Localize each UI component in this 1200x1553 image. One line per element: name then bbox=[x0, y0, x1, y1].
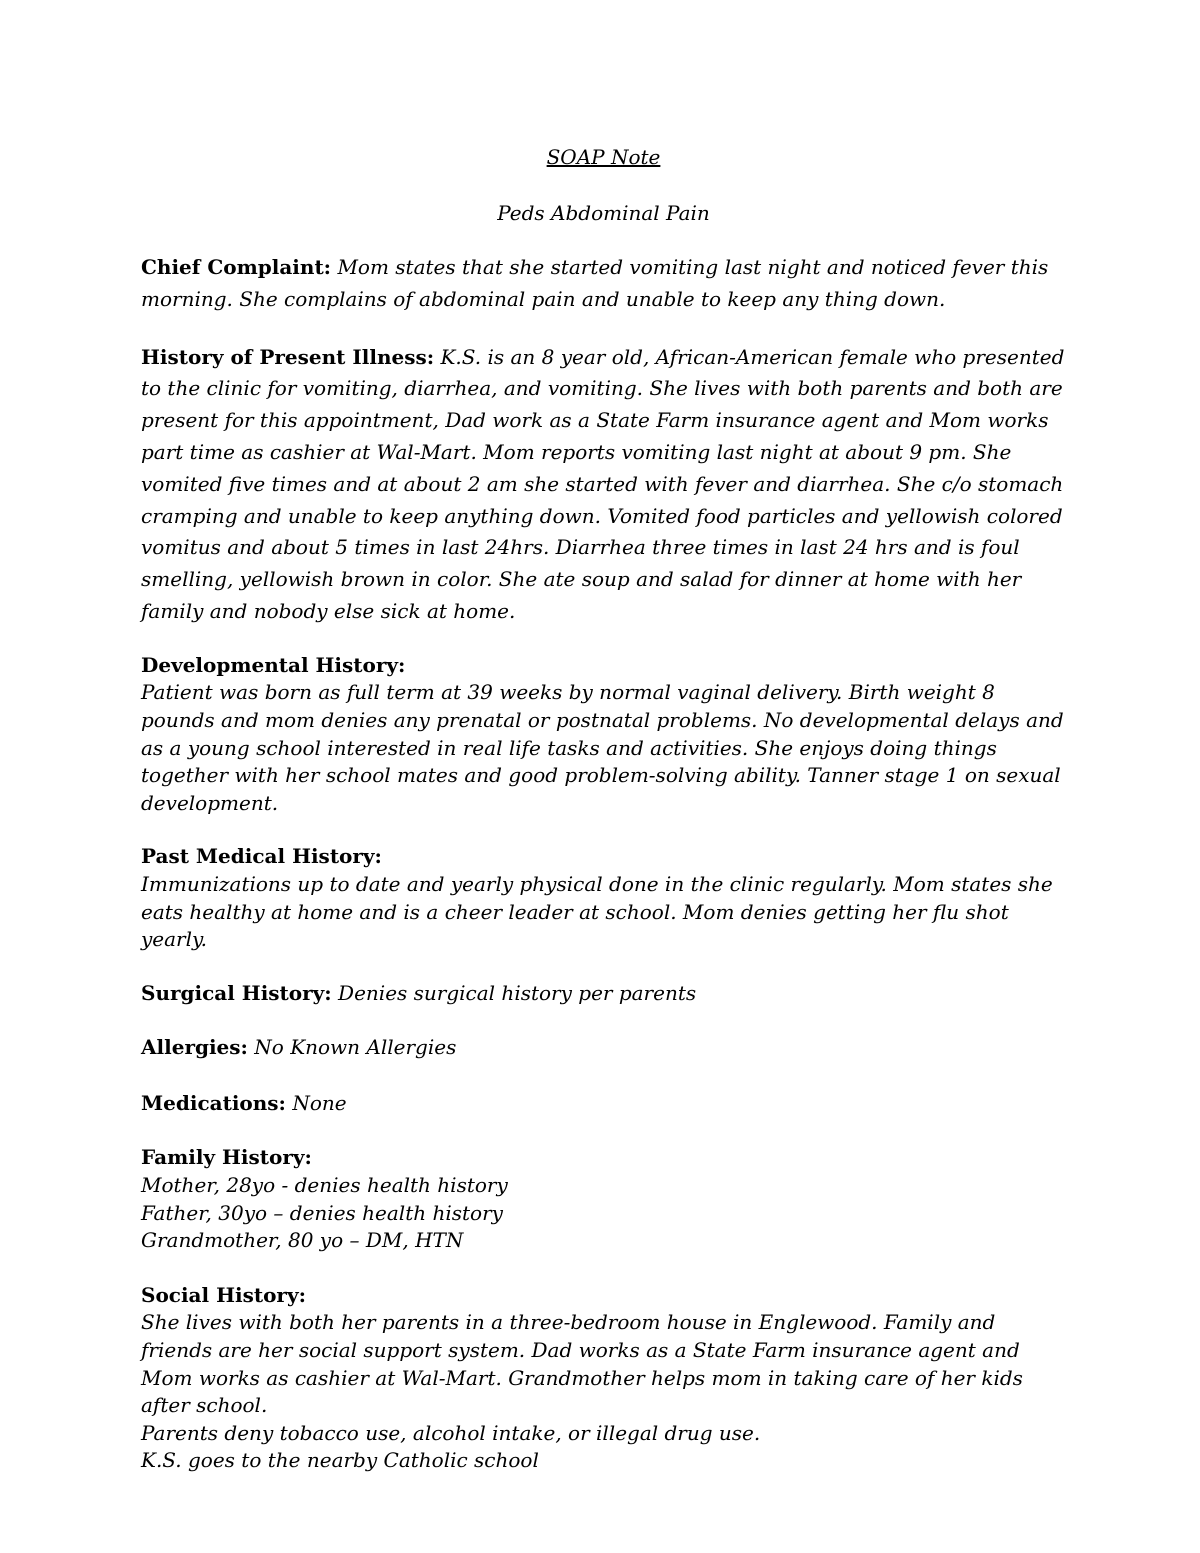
allergies-text: No Known Allergies bbox=[254, 1035, 457, 1060]
family-history-mother: Mother, 28yo - denies health history bbox=[141, 1173, 508, 1198]
surgical-history-label: Surgical History: bbox=[141, 980, 332, 1005]
chief-complaint-label: Chief Complaint: bbox=[141, 255, 332, 279]
past-medical-history-section bbox=[141, 843, 1066, 953]
developmental-history-label: Developmental History: bbox=[141, 652, 406, 677]
allergies-label: Allergies: bbox=[141, 1035, 248, 1060]
allergies-section bbox=[141, 1034, 1066, 1062]
family-history-section bbox=[141, 1144, 1066, 1254]
family-history-label: Family History: bbox=[141, 1145, 312, 1170]
past-medical-history-label: Past Medical History: bbox=[141, 844, 382, 869]
family-history-grandmother: Grandmother, 80 yo – DM, HTN bbox=[141, 1228, 464, 1253]
document-title-text: SOAP Note bbox=[546, 145, 661, 169]
chief-complaint-text: Mom states that she started vomiting last night and noticed fever this morning. She complains of abdominal pain and unable to keep any thing down. bbox=[141, 255, 1049, 311]
social-history-section bbox=[141, 1282, 1066, 1475]
hpi-label: History of Present Illness: bbox=[141, 344, 435, 369]
surgical-history-text: Denies surgical history per parents bbox=[338, 980, 697, 1005]
family-history-list bbox=[141, 1172, 1066, 1255]
developmental-history-text: Patient was born as full term at 39 weeks by normal vaginal delivery. Birth weight 8 pounds and mom denies any prenatal or postnatal problems. No developmental delays and as a young school interested in real life tasks and activities. She enjoys doing things together with her school mates and good problem-solving ability. Tanner stage 1 on sexual development. bbox=[141, 680, 1064, 815]
medications-text: None bbox=[292, 1090, 347, 1115]
chief-complaint-section bbox=[141, 252, 1066, 316]
social-history-label: Social History: bbox=[141, 1282, 306, 1307]
document-title bbox=[141, 140, 1066, 174]
past-medical-history-text: Immunizations up to date and yearly physical done in the clinic regularly. Mom states she eats healthy at home and is a cheer leader at school. Mom denies getting her flu shot yearly. bbox=[141, 871, 1053, 952]
medications-label: Medications: bbox=[141, 1090, 286, 1115]
social-history-text: She lives with both her parents in a three-bedroom house in Englewood. Family and friends are her social support system. Dad works as a State Farm insurance agent and Mom works as cashier at Wal-Mart. Grandmother helps mom in taking care of her kids after school. bbox=[141, 1310, 1023, 1418]
social-history-substance-use: Parents deny tobacco use, alcohol intake, or illegal drug use. bbox=[141, 1420, 761, 1445]
surgical-history-section bbox=[141, 980, 1066, 1008]
developmental-history-section bbox=[141, 652, 1066, 818]
hpi-section bbox=[141, 342, 1066, 628]
family-history-father: Father, 30yo – denies health history bbox=[141, 1200, 503, 1225]
document-subtitle: Peds Abdominal Pain bbox=[497, 201, 710, 225]
social-history-school: K.S. goes to the nearby Catholic school bbox=[141, 1448, 539, 1473]
social-history-extra bbox=[141, 1420, 1066, 1475]
document-page bbox=[141, 140, 1066, 1475]
medications-section bbox=[141, 1090, 1066, 1118]
hpi-text: K.S. is an 8 year old, African-American female who presented to the clinic for vomiting, diarrhea, and vomiting. She lives with both parents and both are present for this appointment, Dad work as a State Farm insurance agent and Mom works part time as cashier at Wal-Mart. Mom reports vomiting last night at about 9 pm. She vomited five times and at about 2 am she started with fever and diarrhea. She c/o stomach cramping and unable to keep anything down. Vomited food particles and yellowish colored vomitus and about 5 times in last 24hrs. Diarrhea three times in last 24 hrs and is foul smelling, yellowish brown in color. She ate soup and salad for dinner at home with her family and nobody else sick at home. bbox=[141, 344, 1065, 623]
